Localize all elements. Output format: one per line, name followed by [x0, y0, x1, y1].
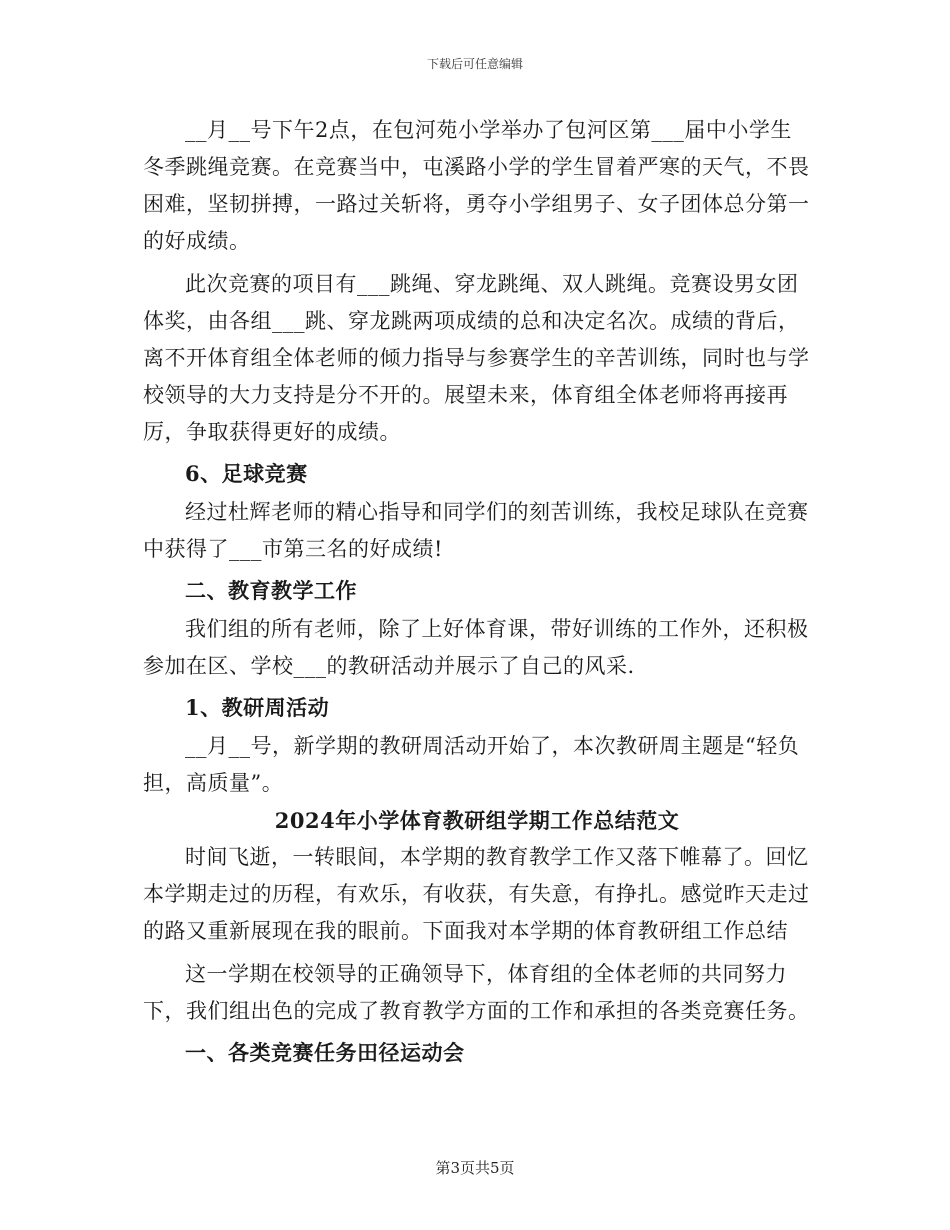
- paragraph-competition-items: 此次竞赛的项目有___跳绳、穿龙跳绳、双人跳绳。竞赛设男女团体奖，由各组___跳、穿龙跳两项成绩的总和决定名次。成绩的背后，离不开体育组全体老师的倾力指导与参赛学生的辛苦训练，同时也与学校领导的大力支持是分不开的。展望未来，体育组全体老师将再接再厉，争取获得更好的成绩。: [143, 272, 810, 444]
- paragraph-jump-rope-result: __月__号下午2点，在包河苑小学举办了包河区第___届中小学生冬季跳绳竞赛。在竞赛当中，屯溪路小学的学生冒着严寒的天气，不畏困难，坚韧拼搏，一路过关斩将，勇夺小学组男子、女子团体总分第一的好成绩。: [143, 118, 810, 253]
- heading-competition-tasks: 一、各类竞赛任务田径运动会: [185, 1040, 465, 1065]
- paragraph-research-week: __月__号，新学期的教研周活动开始了，本次教研周主题是“轻负担，高质量”。: [143, 734, 800, 795]
- document-body: [143, 112, 811, 1073]
- page-number: 第3页共5页: [435, 1159, 515, 1177]
- paragraph-summary: 这一学期在校领导的正确领导下，体育组的全体老师的共同努力下，我们组出色的完成了教育教学方面的工作和承担的各类竞赛任务。: [143, 962, 810, 1023]
- document-title: 2024年小学体育教研组学期工作总结范文: [274, 808, 680, 833]
- heading-football: 6、足球竞赛: [185, 461, 308, 486]
- paragraph-intro: 时间飞逝，一转眼间，本学期的教育教学工作又落下帷幕了。回忆本学期走过的历程，有欢乐，有收获，有失意，有挣扎。感觉昨天走过的路又重新展现在我的眼前。下面我对本学期的体育教研组工作总结: [143, 845, 810, 943]
- paragraph-teaching-work: 我们组的所有老师，除了上好体育课，带好训练的工作外，还积极参加在区、学校___的教研活动并展示了自己的风采.: [143, 617, 809, 678]
- heading-research-week: 1、教研周活动: [185, 695, 330, 720]
- heading-teaching-work: 二、教育教学工作: [185, 578, 357, 603]
- page-header-note: 下载后可任意编辑: [426, 57, 523, 71]
- paragraph-football-result: 经过杜辉老师的精心指导和同学们的刻苦训练，我校足球队在竞赛中获得了___市第三名的好成绩!: [143, 500, 809, 561]
